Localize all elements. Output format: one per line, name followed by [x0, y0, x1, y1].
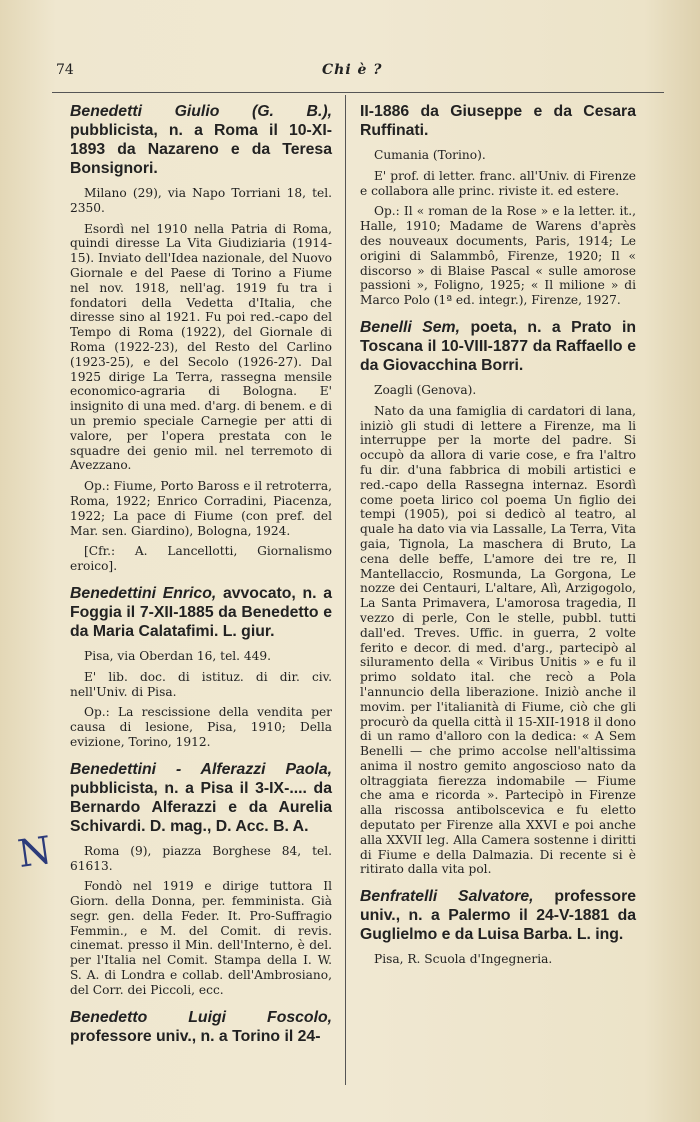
biography-entry-continued: [360, 102, 636, 308]
entry-heading: [70, 584, 332, 641]
entry-address: Roma (9), piazza Borghese 84, tel. 61613.: [70, 843, 332, 873]
entry-heading: [360, 887, 636, 944]
entry-heading: [70, 102, 332, 178]
entry-paragraph: Nato da una famiglia di cardatori di lana, iniziò gli studi di lettere a Firenze, ma li interruppe per la morte del padre. Si occupò da allora di varie cose, e fra l'altro fu dir. d'una fabbrica di mobili artistici e red.-capo della Rassegna internaz. Esordì come poeta lirico col poema Un figlio dei tempi (1905), poi si dedicò al teatro, al quale ha dato via via Lassalle, La Terra, Vita gaia, Tignola, La maschera di Bruto, La cena delle beffe, L'amore dei tre re, Il Mantellaccio, Rosmunda, La Gorgona, Le nozze dei Centauri, L'altare, Alì, Arzigogolo, La Santa Primavera, L'amorosa tragedia, Il vezzo di perle, Con le stelle, pubbl. tutti dall'ed. Treves. Uffic. in guerra, 2 volte ferito e decor. di med. d'arg., partecipò al siluramento della « Viribus Unitis » e fu il primo soldato ital. che recò a Pola l'annuncio della liberazione. Iniziò anche il movim. per l'italianità di Fiume, ciò che gli procurò da quella città il 15-XII-1918 il dono di un ramo d'alloro con la dedica: « A Sem Benelli — che primo accolse nell'altissima anima il nostro gemito angoscioso nato da oltraggiata fierezza indomabile — Fiume che ama e ricorda ». Partecipò in Firenze alla riscossa antibolscevica e fu eletto deputato per Firenze alla XXVI e poi anche alla XXVII leg. Alla Camera sostenne i diritti di Fiume e della Dalmazia. Di recente si è ritirato dalla vita pol.: [360, 403, 636, 877]
entry-summary: poeta, n. a Prato in Toscana il 10-VIII-1877 da Raffaello e da Giovacchina Borri.: [360, 318, 636, 374]
entry-summary: pubblicista, n. a Roma il 10-XI-1893 da Nazareno e da Teresa Bonsignori.: [70, 122, 332, 177]
biography-entry: [70, 584, 332, 750]
entry-summary: professore univ., n. a Palermo il 24-V-1881 da Guglielmo e da Luisa Barba. L. ing.: [360, 888, 637, 944]
running-head: Chi è ?: [322, 62, 383, 78]
entry-name: Benedetti Giulio (G. B.),: [70, 103, 332, 120]
entry-name: Benedettini - Alferazzi Paola,: [70, 760, 332, 778]
entry-summary: pubblicista, n. a Pisa il 3-IX-.... da Bernardo Alferazzi e da Aurelia Schivardi. D. mag., D. Acc. B. A.: [70, 779, 332, 835]
entry-address: Zoagli (Genova).: [374, 382, 477, 397]
entry-works: Op.: La rescissione della vendita per causa di lesione, Pisa, 1910; Della evizione, Torino, 1912.: [70, 705, 332, 749]
column-rule: [345, 95, 346, 1085]
biography-entry: [70, 102, 332, 574]
entry-works: Op.: Fiume, Porto Baross e il retroterra, Roma, 1922; Enrico Corradini, Piacenza, 1922; La pace di Fiume (con pref. del Mar. sen. Giardino), Bologna, 1924.: [70, 479, 332, 538]
left-column: [70, 102, 332, 1056]
entry-works: Op.: Il « roman de la Rose » e la letter. it., Halle, 1910; Madame de Warens d'après des nouveaux documents, Paris, 1914; Le origini di Salammbô, Firenze, 1920; Il « discorso » di Blaise Pascal « sulle amorose passioni », Foligno, 1925; « Il milione » di Marco Polo (1ª ed. integr.), Firenze, 1927.: [360, 204, 636, 308]
biography-entry: [360, 887, 636, 967]
entry-summary: professore univ., n. a Torino il 24-: [70, 1027, 321, 1045]
header-rule: [52, 92, 664, 93]
entry-name: Benedettini Enrico,: [70, 584, 217, 602]
entry-address: Milano (29), via Napo Torriani 18, tel. 2350.: [70, 186, 332, 215]
entry-heading: [70, 760, 332, 836]
page-number: 74: [56, 62, 74, 78]
entry-paragraph: Esordì nel 1910 nella Patria di Roma, quindi diresse La Vita Giudiziaria (1914-15). Inviato dell'Idea nazionale, del Nuovo Giornale e del Paese di Torino a Fiume nel nov. 1918, nell'ag. 1919 fu tra i fondatori della Vedetta d'Italia, che diresse sino al 1921. Fu poi red.-capo del Tempo di Roma (1922), del Giornale di Roma (1922-23), del Resto del Carlino (1923-25), e del Secolo (1926-27). Dal 1925 dirige La Terra, rassegna mensile economico-agraria di Bologna. E' insignito di una med. d'arg. di benem. e di un premio speciale Carnegie per atti di valore, per l'opera prestata con le squadre dei genio mil. nel terremoto di Avezzano.: [70, 221, 332, 473]
entry-paragraph: Fondò nel 1919 e dirige tuttora Il Giorn. della Donna, per. femminista. Già segr. gen. della Feder. It. Pro-Suffragio Femmin., e M. del Comit. di revis. cinemat. presso il Min. dell'Interno, è del. per l'Italia nel Comit. Stampa della I. W. S. A. di Londra e collab. dell'Ambrosiano, del Corr. dei Piccoli, ecc.: [70, 879, 332, 997]
handwritten-margin-mark: N: [15, 827, 55, 877]
biography-entry: [70, 760, 332, 998]
entry-paragraph: E' prof. di letter. franc. all'Univ. di Firenze e collabora alle princ. riviste it. ed estere.: [360, 168, 636, 198]
entry-heading: [360, 102, 636, 140]
page-header: [52, 60, 660, 82]
entry-address: Pisa, via Oberdan 16, tel. 449.: [84, 648, 272, 663]
entry-summary: avvocato, n. a Foggia il 7-XII-1885 da Benedetto e da Maria Calatafimi. L. giur.: [70, 584, 333, 640]
biography-entry: [70, 1008, 332, 1046]
entry-name: Benelli Sem,: [360, 318, 460, 336]
entry-address: Pisa, R. Scuola d'Ingegneria.: [374, 952, 553, 967]
entry-name: Benedetto Luigi Foscolo,: [70, 1008, 332, 1026]
right-column: [360, 102, 636, 977]
biography-entry: [360, 318, 636, 877]
entry-heading: [360, 318, 636, 375]
entry-references: [Cfr.: A. Lancellotti, Giornalismo eroico].: [70, 544, 332, 574]
entry-name: Benfratelli Salvatore,: [360, 888, 534, 906]
entry-summary: II-1886 da Giuseppe e da Cesara Ruffinati.: [360, 103, 636, 139]
entry-heading: [70, 1008, 332, 1046]
entry-address: Cumania (Torino).: [374, 148, 486, 162]
entry-paragraph: E' lib. doc. di istituz. di dir. civ. nell'Univ. di Pisa.: [70, 669, 332, 699]
